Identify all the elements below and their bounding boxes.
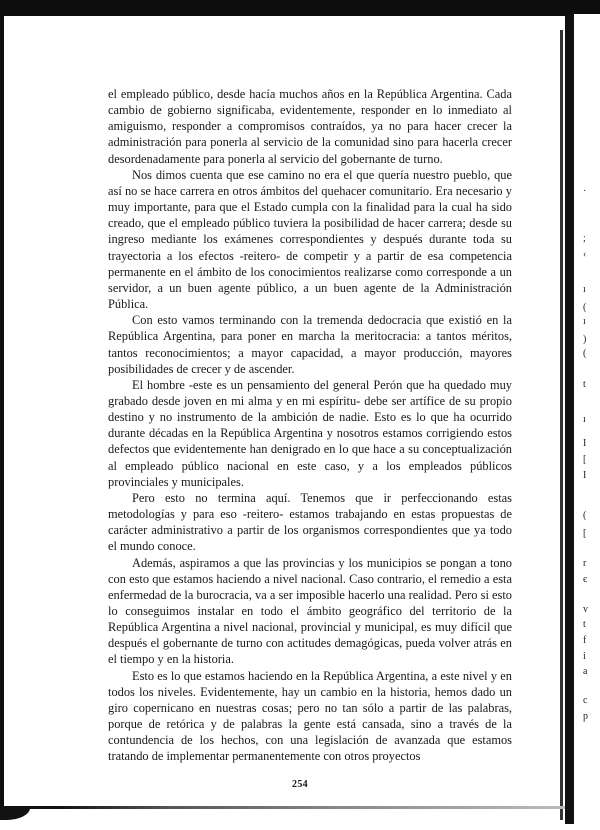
margin-fragment: p: [583, 711, 588, 722]
margin-fragment: ı: [583, 414, 586, 425]
margin-fragment: є: [583, 574, 588, 585]
margin-fragment: ): [583, 334, 587, 345]
scan-border-right: [565, 14, 574, 824]
margin-fragment: ı: [583, 284, 586, 295]
margin-fragment: I: [583, 438, 587, 449]
paragraph: Con esto vamos terminando con la tremenda dedocracia que existió en la República Argentina, para poner en marcha la meritocracia: a tantos méritos, tantos reconocimientos; a mayor capacidad, a mayor producción, mayores posibilidades de crecer y de ascender.: [108, 313, 512, 376]
margin-fragment: (: [583, 348, 587, 359]
margin-fragment: ;: [583, 233, 586, 244]
margin-fragment: v: [583, 604, 588, 615]
paragraph: Nos dimos cuenta que ese camino no era el que quería nuestro pueblo, que así no se hace carrera en otros ámbitos del quehacer comunitario. Era necesario y muy importante, para que el Estado cumpla con la finalidad para la cual ha sido creado, que el empleado público tuviera la posibilidad de hacer carrera; desde su ingreso mediante los exámenes correspondientes y después durante toda su trayectoria a los efectos -reitero- de competir y a partir de esa competencia permanente en el ámbito de los conocimientos realizarse como corresponde a un servidor, a un buen agente público, a un buen agente de la Administración Pública.: [108, 167, 512, 312]
margin-fragment: (: [583, 510, 587, 521]
paragraph: El hombre -este es un pensamiento del general Perón que ha quedado muy grabado desde joven en mi alma y en mi espíritu- debe ser artífice de su propio destino y no instrumento de la ambición de nadie. Esto es lo que ha ocurrido durante décadas en la República Argentina y nosotros estamos corrigiendo estos defectos que evidentemente han denigrado en lo que hace a su conceptualización al empleado público nacional en este caso, y a los empleados públicos provinciales y municipales.: [108, 377, 512, 489]
scan-border-left: [0, 0, 4, 806]
margin-fragment: c: [583, 695, 588, 706]
margin-fragment: i: [583, 651, 586, 662]
scan-border-bottom: [0, 806, 565, 809]
scan-border-top: [0, 0, 600, 16]
margin-fragment: r: [583, 558, 587, 569]
paragraph: el empleado público, desde hacía muchos años en la República Argentina. Cada cambio de gobierno significaba, evidentemente, responder en lo inmediato al amiguismo, responder a compromisos contraídos, ya no para hacer crecer la administración para ponerla al servicio de la comunidad sino para hacerla crecer desordenadamente para ponerla al servicio del gobernante de turno.: [108, 87, 512, 166]
margin-fragment: f: [583, 635, 587, 646]
paragraph: Además, aspiramos a que las provincias y los municipios se pongan a tono con esto que estamos haciendo a nivel nacional. Caso contrario, el remedio a esta enfermedad de la burocracia, va a ser imposible hacerlo una realidad. Pero si esto lo conseguimos instalar en todo el ámbito geográfico del territorio de la República Argentina a nivel nacional, provincial y municipal, es muy difícil que después el gobernante de turno con actitudes demagógicas, pueda volver atrás en el tiempo y en la historia.: [108, 555, 512, 667]
adjacent-page-strip: [574, 14, 600, 830]
margin-fragment: I: [583, 470, 587, 481]
margin-fragment: (: [583, 302, 587, 313]
body-text: [108, 86, 512, 765]
margin-fragment: a: [583, 666, 588, 677]
paragraph: Esto es lo que estamos haciendo en la República Argentina, a este nivel y en todos los niveles. Evidentemente, hay un cambio en la historia, hemos dado un giro copernicano en nuestras cosas; pero no tan sólo a partir de las palabras, porque de retórica y de palabras la gente está cansada, sino a través de la contundencia de los hechos, con una legislación de avanzada que estamos tratando de implementar permanentemente con otros proyectos: [108, 668, 512, 764]
margin-fragment: ·: [583, 186, 587, 197]
page-number: 254: [292, 779, 308, 790]
page-curl-shadow: [0, 806, 30, 820]
margin-fragment: [: [583, 454, 587, 465]
page-edge: [560, 30, 563, 820]
margin-fragment: ı: [583, 316, 586, 327]
margin-fragment: t: [583, 379, 586, 390]
margin-fragment: t: [583, 619, 586, 630]
margin-fragment: [: [583, 528, 587, 539]
margin-fragment: ‹: [583, 249, 587, 260]
paragraph: Pero esto no termina aquí. Tenemos que ir perfeccionando estas metodologías y para eso -reitero- estamos trabajando en estas propuestas de carácter administrativo a partir de los organismos correspondientes que ya todo el mundo conoce.: [108, 490, 512, 554]
